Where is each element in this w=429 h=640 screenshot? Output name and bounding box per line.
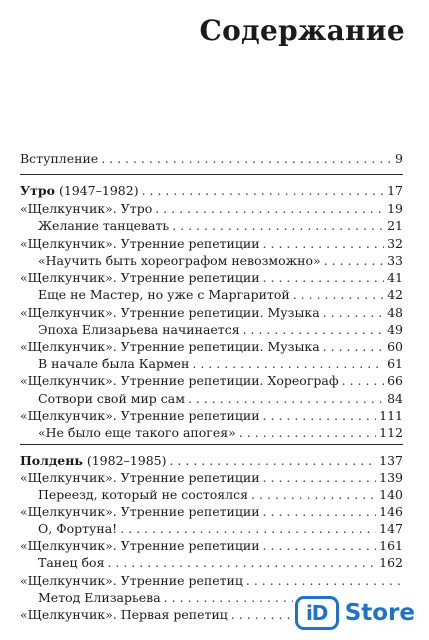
dot-leader	[342, 372, 384, 390]
toc-page-number: 49	[387, 322, 403, 337]
toc-page-number: 137	[379, 453, 403, 468]
toc-page-number: 41	[387, 270, 403, 285]
id-store-watermark	[293, 594, 419, 632]
dot-leader	[142, 182, 385, 200]
toc-entry-title: Вступление	[20, 151, 99, 166]
dot-leader	[107, 554, 376, 572]
toc-entry-title: Желание танцевать	[38, 218, 170, 233]
dot-leader	[246, 572, 400, 590]
toc-page-number: 66	[387, 373, 403, 388]
toc-entry-title	[20, 452, 166, 470]
dot-leader	[263, 235, 385, 253]
dot-leader	[263, 269, 385, 287]
toc-entry-title: «Щелкунчик». Утренние репетиции	[20, 236, 260, 251]
toc-entry-title: «Щелкунчик». Утренние репетиц	[20, 573, 243, 588]
toc-page-number: 112	[379, 425, 403, 440]
dot-leader	[155, 200, 384, 218]
toc-page-number: 21	[387, 218, 403, 233]
dot-leader	[101, 150, 392, 168]
toc-entry[interactable]	[20, 321, 403, 339]
toc-entry[interactable]	[20, 486, 403, 504]
toc-entry-title: Еще не Мастер, но уже с Маргаритой	[38, 287, 290, 302]
dot-leader	[324, 252, 384, 270]
toc-page-number: 61	[387, 356, 403, 371]
toc-entry-title: «Щелкунчик». Утренние репетиции	[20, 270, 260, 285]
toc-page-number: 146	[379, 504, 403, 519]
dot-leader	[263, 469, 377, 487]
toc-entry[interactable]	[20, 338, 403, 356]
toc-entry-title: «Щелкунчик». Утренние репетиции	[20, 538, 260, 553]
dot-leader	[169, 452, 376, 470]
section-divider	[20, 444, 403, 445]
toc-entry[interactable]	[20, 150, 403, 168]
toc-page-number: 48	[387, 305, 403, 320]
toc-entry[interactable]	[20, 452, 403, 470]
toc-entry-title: Переезд, который не состоялся	[38, 487, 248, 502]
toc-entry-title: Сотвори свой мир сам	[38, 391, 185, 406]
toc-page-number: 84	[387, 391, 403, 406]
toc-page-number: 60	[387, 339, 403, 354]
dot-leader	[120, 520, 376, 538]
toc-entry[interactable]	[20, 182, 403, 200]
toc-entry-title: «Щелкунчик». Утренние репетиции	[20, 504, 260, 519]
toc-entry[interactable]	[20, 269, 403, 287]
toc-entry[interactable]	[20, 217, 403, 235]
toc-page-number: 147	[379, 521, 403, 536]
toc-entry-title: «Щелкунчик». Утренние репетиции. Музыка	[20, 305, 320, 320]
dot-leader	[188, 390, 384, 408]
toc-entry[interactable]	[20, 286, 403, 304]
toc-entry-title	[20, 182, 139, 200]
toc-entry[interactable]	[20, 469, 403, 487]
toc-entry-title: В начале была Кармен	[38, 356, 190, 371]
dot-leader	[251, 486, 376, 504]
toc-entry-title: «Щелкунчик». Утренние репетиции. Хореограф	[20, 373, 339, 388]
toc-entry[interactable]	[20, 520, 403, 538]
toc-page-number: 42	[387, 287, 403, 302]
section-years: (1947–1982)	[54, 183, 139, 198]
toc-page-number: 162	[379, 555, 403, 570]
section-title: Утро	[20, 183, 55, 198]
toc-entry-title: «Щелкунчик». Первая репетиц	[20, 607, 228, 622]
toc-entry[interactable]	[20, 572, 403, 590]
toc-entry-title: Эпоха Елизарьева начинается	[38, 322, 240, 337]
section-years: (1982–1985)	[82, 453, 167, 468]
toc-page-number: 139	[379, 470, 403, 485]
toc-entry-title: «Не было еще такого апогея»	[38, 425, 236, 440]
id-badge-logo: iD	[295, 596, 339, 630]
toc-page-number: 32	[387, 236, 403, 251]
toc-page-number: 111	[379, 408, 403, 423]
toc-entry[interactable]	[20, 372, 403, 390]
toc-entry[interactable]	[20, 235, 403, 253]
toc-entry-title: «Щелкунчик». Утренние репетиции	[20, 470, 260, 485]
dot-leader	[323, 304, 384, 322]
toc-entry[interactable]	[20, 200, 403, 218]
dot-leader	[239, 424, 376, 442]
dot-leader	[243, 321, 385, 339]
page-title: Содержание	[199, 14, 405, 47]
toc-entry-title: «Щелкунчик». Утро	[20, 201, 153, 216]
toc-page-number: 17	[387, 183, 403, 198]
toc-entry[interactable]	[20, 407, 403, 425]
toc-entry[interactable]	[20, 304, 403, 322]
store-logo-text: Store	[344, 600, 415, 626]
dot-leader	[293, 286, 384, 304]
toc-entry-title: О, Фортуна!	[38, 521, 118, 536]
dot-leader	[192, 355, 384, 373]
toc-entry-title: «Научить быть хореографом невозможно»	[38, 253, 321, 268]
toc-entry[interactable]	[20, 424, 403, 442]
toc-entry-title: «Щелкунчик». Утренние репетиции	[20, 408, 260, 423]
toc-entry[interactable]	[20, 554, 403, 572]
toc-page-number: 140	[379, 487, 403, 502]
toc-entry[interactable]	[20, 355, 403, 373]
toc-entry[interactable]	[20, 537, 403, 555]
toc-page-number: 9	[395, 151, 403, 166]
dot-leader	[263, 503, 377, 521]
section-title: Полдень	[20, 453, 83, 468]
toc-page-number: 19	[387, 201, 403, 216]
toc-entry[interactable]	[20, 390, 403, 408]
dot-leader	[323, 338, 384, 356]
toc-page-number: 161	[379, 538, 403, 553]
toc-entry-title: Метод Елизарьева	[38, 590, 161, 605]
dot-leader	[263, 537, 377, 555]
toc-page-number: 33	[387, 253, 403, 268]
toc-entry-title: «Щелкунчик». Утренние репетиции. Музыка	[20, 339, 320, 354]
dot-leader	[172, 217, 384, 235]
toc-entry[interactable]	[20, 503, 403, 521]
toc-entry-title: Танец боя	[38, 555, 105, 570]
dot-leader	[263, 407, 377, 425]
toc-entry[interactable]	[20, 252, 403, 270]
section-divider	[20, 174, 403, 175]
